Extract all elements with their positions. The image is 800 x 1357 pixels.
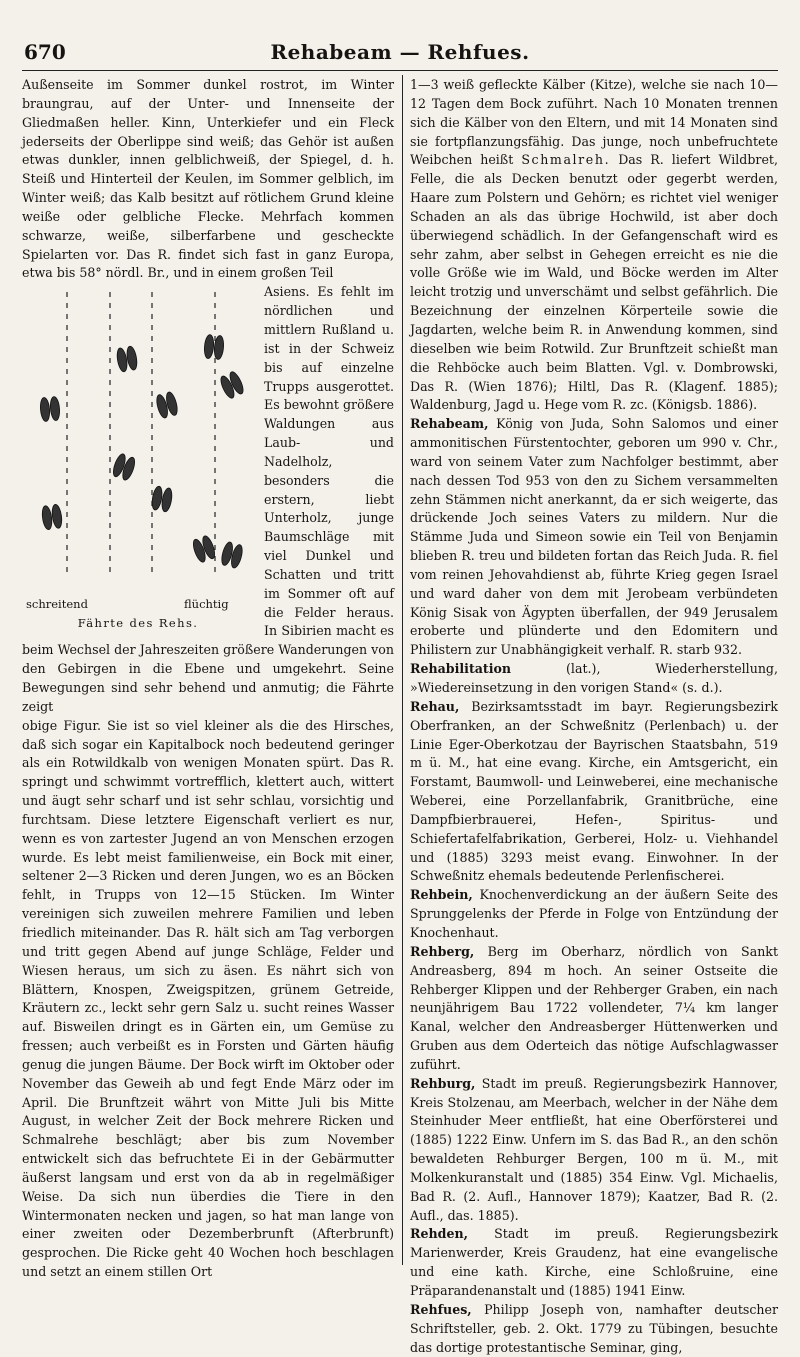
figure-label-fleeing: flüchtig — [184, 597, 229, 612]
entry-text: Philipp Joseph von, namhafter deutscher Schriftsteller, geb. 2. Okt. 1779 zu Tübingen, besuchte das dortige protestantische Seminar, ging, — [410, 1301, 778, 1355]
entry-text: Stadt im preuß. Regierungsbezirk Marienwerder, Kreis Graudenz, hat eine evangelische und eine kath. Kirche, eine Schloßruine, eine Präparandenanstalt und (1885) 1941 Einw. — [410, 1226, 778, 1298]
header-rule — [22, 70, 778, 71]
deer-track-illustration — [22, 287, 254, 592]
entry-text: Knochenverdickung an der äußern Seite des Sprunggelenks der Pferde in Folge von Entzündung der Knochenhaut. — [410, 887, 778, 940]
entry-text: (lat.), Wiederherstellung, »Wiedereinsetzung in den vorigen Stand« (s. d.). — [410, 661, 778, 695]
entry-headword: Rehabeam, — [410, 416, 489, 432]
text-paragraph: Außenseite im Sommer dunkel rostrot, im Winter braungrau, auf der Unter- und Innenseite der Gliedmaßen heller. Kinn, Unterkiefer und ein Fleck jederseits der Oberlippe sind weiß; das Gehör ist außen etwas dunkler, innen gelblichweiß, der Spiegel, d. h. Steiß und Hinterteil der Keulen, im Sommer gelblich, im Winter weiß; das Kalb besitzt auf rötlichem Grund kleine weiße oder gelbliche Flecke. Mehrfach kommen schwarze, weiße, silberfarbene und gescheckte Spielarten vor. Das R. findet sich fast in ganz Europa, etwa bis 58° nördl. Br., und in einem großen Teil — [22, 77, 394, 281]
page-number: 670 — [24, 40, 66, 64]
entry-text: König von Juda, Sohn Salomos und einer ammonitischen Fürstentochter, geboren um 990 v. Chr., ward von seinem Vater zum Nachfolger bestimmt, aber nach dessen Tod 953 von den zu Sichem versammelten zehn Stämmen nicht anerkannt, da er sich weigerte, das drückende Joch seines Vaters zu mildern. Nur die Stämme Juda und Simeon sowie ein Teil von Benjamin blieben R. treu und bildeten fortan das Reich Juda. R. fiel vom reinen Jehovahdienst ab, führte Krieg gegen Israel und ward daher von dem mit Jerobeam verbündeten König Sisak von Ägypten überfallen, der 949 Jerusalem eroberte und plünderte und den Edomitern und Philistern zur Unabhängigkeit verhalf. R. starb 932. — [410, 416, 778, 658]
text-paragraph: Asiens. Es fehlt im nördlichen und mittlern Rußland u. ist in der Schweiz bis auf einzelne Trupps ausgerottet. Es bewohnt größere Waldungen aus Laub- und Nadelholz, besonders die erstern, liebt Unterholz, junge Baumschläge mit viel Dunkel und Schatten und tritt im Sommer oft auf die Felder heraus. In Sibirien macht es beim Wechsel der Jahreszeiten größere Wanderungen von den Gebirgen in die Ebene und umgekehrt. Seine Bewegungen sind sehr behend und anmutig; die Fährte zeigt — [22, 284, 394, 714]
entry-rehabeam — [410, 415, 778, 660]
deer-track-figure — [22, 287, 254, 631]
page-header — [18, 40, 782, 70]
entry-headword: Rehden, — [410, 1226, 468, 1242]
entry-rehau — [410, 698, 778, 886]
entry-headword: Rehfues, — [410, 1301, 472, 1317]
entry-text: Berg im Oberharz, nördlich von Sankt Andreasberg, 894 m hoch. An seiner Ostseite die Rehberger Klippen und der Rehberger Graben, ein nach neunjährigem Bau 1722 vollendeter, 7¼ km langer Kanal, welcher den Andreasberger Hüttenwerken und Gruben aus dem Oderteich das nötige Aufschlagwasser zuführt. — [410, 943, 778, 1072]
figure-label-walking: schreitend — [26, 597, 88, 612]
entry-rehberg — [410, 943, 778, 1075]
entry-rehden — [410, 1225, 778, 1300]
entry-headword: Rehabilitation — [410, 661, 512, 677]
entry-headword: Rehberg, — [410, 943, 475, 959]
entry-text: Stadt im preuß. Regierungsbezirk Hannover, Kreis Stolzenau, am Meerbach, welcher in der Nähe dem Steinhuder Meer entfließt, hat eine Oberförsterei und (1885) 1222 Einw. Unfern im S. das Bad R., an den schön bewaldeten Rehburger Bergen, 100 m ü. M., mit Molkenkuranstalt und (1885) 354 Einw. Vgl. Michaelis, Bad R. (2. Aufl., Hannover 1879); Kaatzer, Bad R. (2. Aufl., das. 1885). — [410, 1075, 778, 1223]
column-divider — [402, 75, 403, 1265]
entry-rehburg — [410, 1075, 778, 1226]
entry-rehbein — [410, 886, 778, 943]
entry-rehabilitation — [410, 660, 778, 698]
entry-headword: Rehbein, — [410, 887, 473, 903]
text-paragraph: obige Figur. Sie ist so viel kleiner als die des Hirsches, daß sich sogar ein Kapitalbock noch bedeutend geringer als ein Rotwildkalb von wenigen Monaten spürt. Das R. springt und schwimmt vortrefflich, klettert auch, wittert und äugt sehr scharf und ist sehr schlau, vorsichtig und furchtsam. Diese letztere Eigenschaft verliert es nur, wenn es von zartester Jugend an von Menschen erzogen wurde. Es lebt meist familienweise, ein Bock mit einer, seltener 2—3 Ricken und deren Jungen, wo es an Böcken fehlt, in Trupps von 12—15 Stücken. Im Winter vereinigen sich zuweilen mehrere Familien und leben friedlich miteinander. Das R. hält sich am Tag verborgen und tritt gegen Abend auf junge Schläge, Felder und Wiesen heraus, um sich zu äsen. Es nährt sich von Blättern, Knospen, Zweigspitzen, grünem Getreide, Kräutern zc., leckt sehr gern Salz u. sucht reines Wasser auf. Bisweilen dringt es in Gärten ein, um Gemüse zu fressen; auch verbeißt es in Forsten und Gärten häufig genug die jungen Bäume. Der Bock wirft im Oktober oder November das Geweih ab und fegt Ende März oder im April. Die Brunftzeit währt von Mitte Juli bis Mitte August, in welcher Zeit der Bock mehrere Ricken und Schmalrehe beschlägt; aber bis zum November entwickelt sich das befruchtete Ei in der Gebärmutter äußerst langsam und erst von da ab in regelmäßiger Weise. Da sich nun überdies die Tiere in den Wintermonaten necken und jagen, so hat man lange von einer zweiten oder Dezemberbrunft (Afterbrunft) gesprochen. Die Ricke geht 40 Wochen hoch beschlagen und setzt an einem stillen Ort — [22, 717, 394, 1280]
text-paragraph — [410, 76, 778, 415]
entry-headword: Rehburg, — [410, 1075, 476, 1091]
entry-headword: Rehau, — [410, 698, 460, 714]
term-spaced: Schmalreh. — [521, 152, 611, 168]
entry-text: Bezirksamtsstadt im bayr. Regierungsbezirk Oberfranken, an der Schweßnitz (Perlenbach) u. der Linie Eger-Oberkotzau der Bayrischen Staatsbahn, 519 m ü. M., hat eine evang. Kirche, ein Amtsgericht, ein Forstamt, Baumwoll- und Leinweberei, eine mechanische Weberei, eine Porzellanfabrik, Granitbrüche, eine Dampfbierbrauerei, Hefen-, Spiritus- und Schiefertafelfabrikation, Gerberei, Holz- u. Viehhandel und (1885) 3293 meist evang. Einwohner. In der Schweßnitz ehemals bedeutende Perlenfischerei. — [410, 698, 778, 884]
running-head: Rehabeam — Rehfues. — [270, 40, 530, 64]
left-column — [22, 76, 394, 1280]
text-run: 1—3 weiß gefleckte Kälber (Kitze), welche sie nach 10—12 Tagen dem Bock zuführt. Nach 10 Monaten trennen sich die Kälber von den Eltern, und mit 14 Monaten sind sie fortpflanzungsfähig. Das junge, noch unbefruchtete Weibchen heißt — [410, 77, 778, 168]
right-column — [410, 76, 778, 1355]
text-run: Das R. liefert Wildbret, Felle, die als Decken benutzt oder gegerbt werden, Haare zum Polstern und Gehörn; es richtet viel weniger Schaden an als das übrige Hochwild, ist aber doch überwiegend schädlich. In der Gefangenschaft wird es sehr zahm, aber selbst in Gehegen erreicht es nie die volle Größe wie im Wald, und Böcke werden im Alter leicht trotzig und unverschämt und selbst gefährlich. Die Bezeichnung der einzelnen Körperteile sowie die Jagdarten, welche beim R. in Anwendung kommen, sind dieselben wie beim Rotwild. Zur Brunftzeit schießt man die Rehböcke auch beim Blatten. Vgl. v. Dombrowski, Das R. (Wien 1876); Hiltl, Das R. (Klagenf. 1885); Waldenburg, Jagd u. Hege vom R. zc. (Königsb. 1886). — [410, 152, 778, 413]
entry-rehfues — [410, 1301, 778, 1357]
figure-caption: Fährte des Rehs. — [77, 616, 199, 631]
